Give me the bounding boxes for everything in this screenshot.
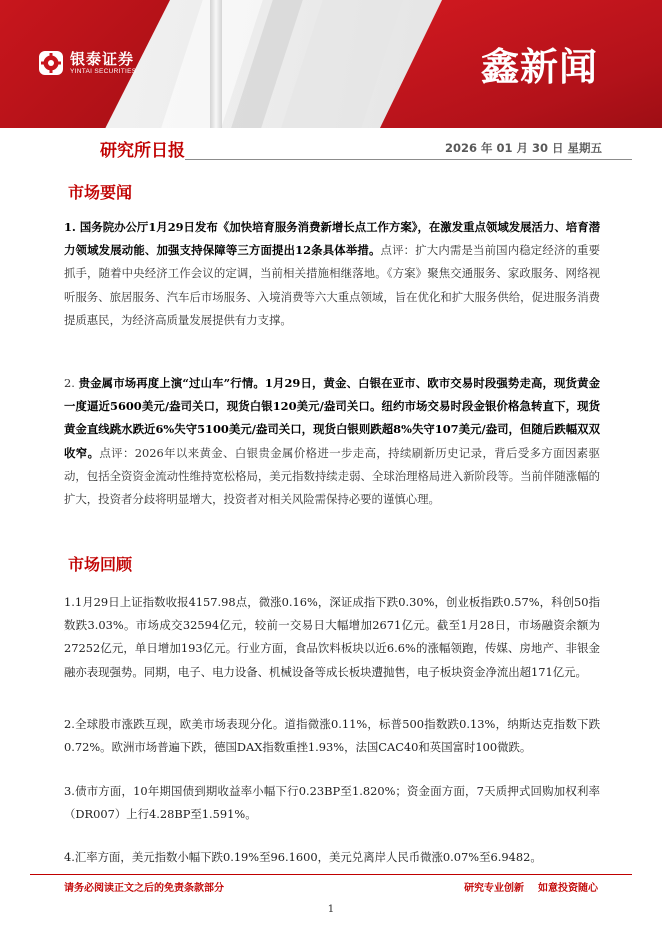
news-item-2 bbox=[64, 372, 600, 511]
section-heading-market-review: 市场回顾 bbox=[68, 555, 133, 574]
news-item-2-headline: 贵金属市场再度上演“过山车”行情。1月29日，黄金、白银在亚市、欧市交易时段强势走高，现货黄金一度逼近5600美元/盎司关口，现货白银120美元/盎司关口。纽约市场交易时段金银价格急转直下，现货黄金直线跳水跌近6%失守5100美元/盎司关口，现货白银则跌超8%失守107美元/盎司，但随后跌幅双双收窄。 bbox=[64, 376, 600, 460]
header-banner bbox=[0, 0, 662, 128]
footer-disclaimer: 请务必阅读正文之后的免责条款部分 bbox=[64, 883, 224, 894]
brand-title: 鑫新闻 bbox=[480, 45, 598, 89]
company-logo bbox=[38, 50, 136, 76]
company-name-en: YINTAI SECURITIES bbox=[70, 67, 137, 75]
company-name-cn: 银泰证券 bbox=[70, 49, 135, 68]
news-item-2-comment: 点评：2026年以来黄金、白银贵金属价格进一步走高，持续刷新历史记录，背后受多方面因素驱动，包括全资资金流动性维持宽松格局，美元指数持续走弱、全球治理格局进入新阶段等。当前伴随涨幅的扩大，投资者分歧将明显增大，投资者对相关风险需保持必要的谨慎心理。 bbox=[64, 445, 600, 507]
report-title: 研究所日报 bbox=[100, 141, 185, 161]
review-paragraph-4: 4.汇率方面，美元指数小幅下跌0.19%至96.1600，美元兑离岸人民币微涨0.07%至6.9482。 bbox=[64, 850, 542, 864]
news-item-1-comment: 点评：扩大内需是当前国内稳定经济的重要抓手，随着中央经济工作会议的定调，当前相关措施相继落地。《方案》聚焦交通服务、家政服务、网络视听服务、旅居服务、汽车后市场服务、入境消费等六大重点领域，旨在优化和扩大服务供给，促进服务消费提质惠民，为经济高质量发展提供有力支撑。 bbox=[64, 243, 600, 327]
footer-slogan: 研究专业创新 如意投资随心 bbox=[464, 883, 598, 894]
page-number: 1 bbox=[327, 903, 335, 915]
report-date: 2026 年 01 月 30 日 星期五 bbox=[444, 141, 602, 155]
banner-decoration bbox=[210, 0, 222, 128]
news-item-1 bbox=[64, 216, 600, 332]
review-paragraph-1: 1.1月29日上证指数收报4157.98点，微涨0.16%，深证成指下跌0.30%，创业板指跌0.57%，科创50指数跌3.03%。市场成交32594亿元，较前一交易日大幅增加2671亿元。截至1月28日，市场融资余额为27252亿元，单日增加193亿元。行业方面，食品饮料板块以近6.6%的涨幅领跑，传媒、房地产、非银金融亦表现强势。同期，电子、电力设备、机械设备等成长板块遭抛售，电子板块资金净流出超171亿元。 bbox=[64, 595, 600, 679]
review-paragraph-2: 2.全球股市涨跌互现，欧美市场表现分化。道指微涨0.11%，标普500指数跌0.13%，纳斯达克指数下跌0.72%。欧洲市场普遍下跌，德国DAX指数重挫1.93%，法国CAC40和英国富时100微跌。 bbox=[64, 717, 600, 755]
section-heading-market-news: 市场要闻 bbox=[68, 183, 133, 202]
review-paragraph-3: 3.债市方面，10年期国债到期收益率小幅下行0.23BP至1.820%；资金面方面，7天质押式回购加权利率（DR007）上行4.28BP至1.591%。 bbox=[64, 784, 600, 822]
header-divider bbox=[185, 159, 632, 160]
news-item-2-number: 2. bbox=[64, 376, 79, 390]
footer-divider bbox=[30, 874, 632, 875]
news-item-1-headline: 1. 国务院办公厅1月29日发布《加快培育服务消费新增长点工作方案》，在激发重点领域发展活力、培育潜力领域发展动能、加强支持保障等三方面提出12条具体举措。 bbox=[64, 220, 600, 258]
company-logo-icon bbox=[38, 50, 64, 76]
